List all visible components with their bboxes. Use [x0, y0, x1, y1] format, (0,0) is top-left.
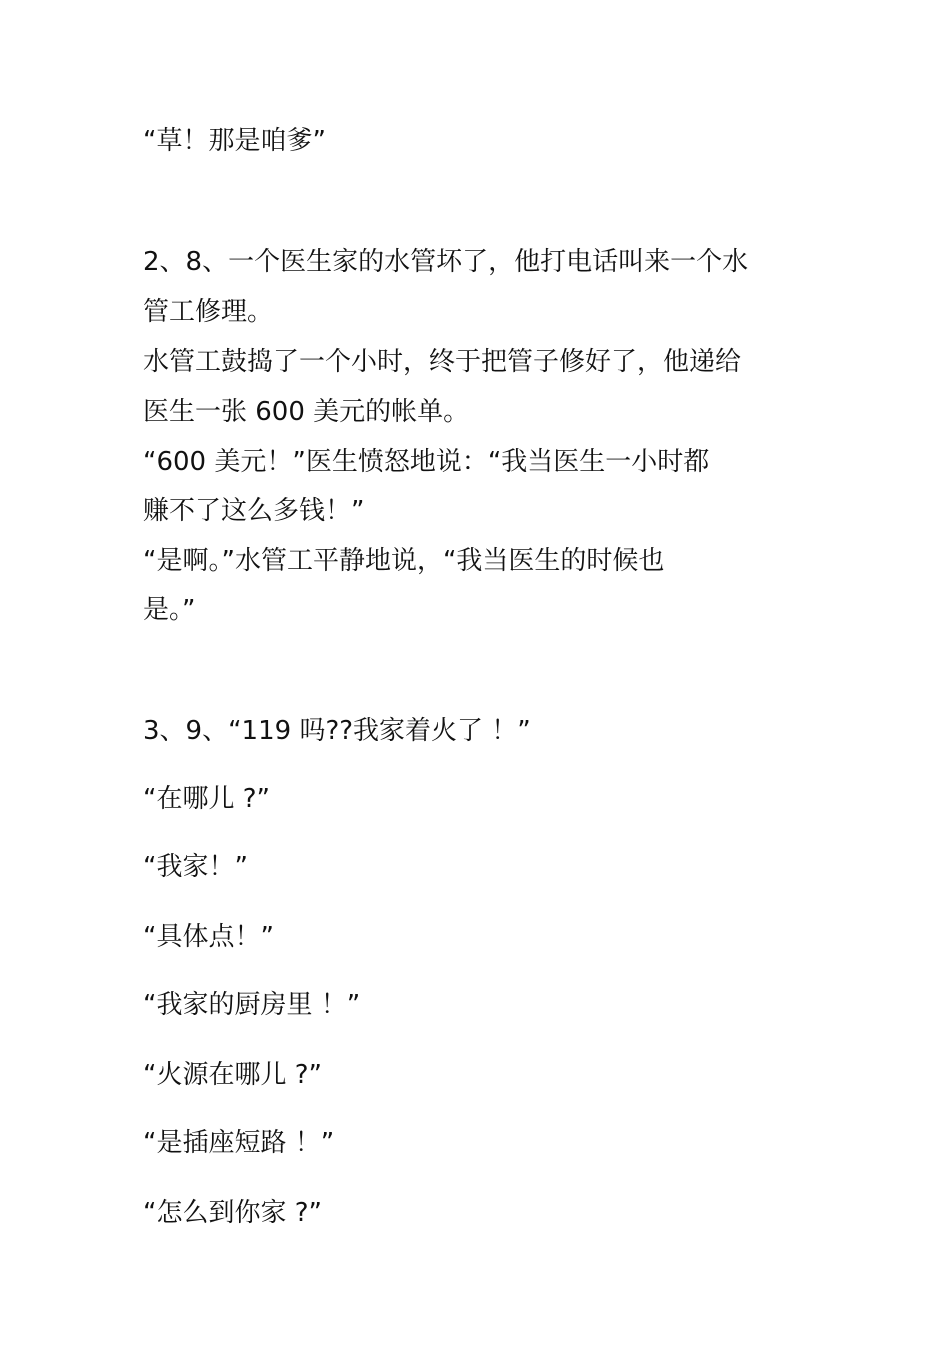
text-line: “具体点！” [143, 922, 274, 952]
text-line: 医生一张 600 美元的帐单。 [143, 397, 470, 427]
text-line: “在哪儿 ?” [143, 784, 271, 814]
text-line: 管工修理。 [143, 297, 274, 327]
text-line: “我家的厨房里 ！” [143, 990, 361, 1020]
text-line: 2、8、一个医生家的水管坏了，他打电话叫来一个水 [143, 247, 749, 277]
text-line: “火源在哪儿 ?” [143, 1060, 323, 1090]
text-line: “我家！” [143, 852, 248, 882]
text-line: 是。” [143, 595, 196, 625]
text-line: “是啊。”水管工平静地说，“我当医生的时候也 [143, 546, 665, 576]
text-line: “草！那是咱爹” [143, 126, 326, 156]
text-line: “600 美元！”医生愤怒地说：“我当医生一小时都 [143, 447, 710, 477]
text-line: “是插座短路 ！” [143, 1128, 335, 1158]
text-line: 3、9、“119 吗??我家着火了 ！” [143, 716, 531, 746]
text-line: 赚不了这么多钱！” [143, 496, 365, 526]
text-line: “怎么到你家 ?” [143, 1198, 323, 1228]
text-line: 水管工鼓捣了一个小时，终于把管子修好了，他递给 [143, 347, 742, 377]
